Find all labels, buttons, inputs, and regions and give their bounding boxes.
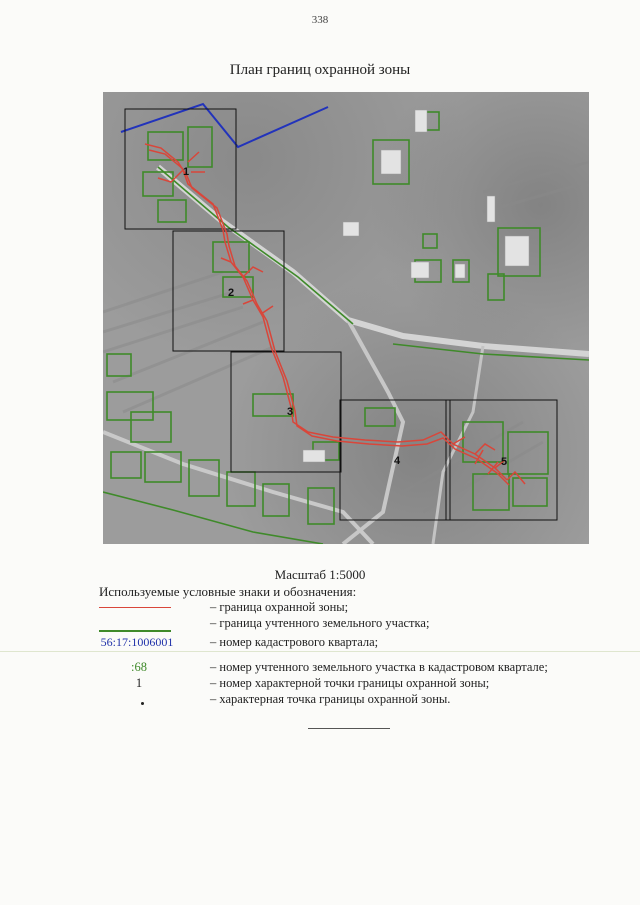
point-label-1: 1	[183, 166, 190, 178]
point-label-3: 3	[287, 406, 294, 418]
legend-description: – граница учтенного земельного участка;	[210, 616, 430, 630]
page-number: 338	[311, 14, 329, 26]
building	[487, 196, 495, 222]
aerial-map	[103, 92, 589, 544]
building	[455, 264, 465, 278]
legend-description: – граница охранной зоны;	[210, 600, 349, 614]
legend-row-protection-zone	[0, 600, 640, 616]
legend-description: – номер характерной точки границы охранной зоны;	[210, 676, 490, 690]
map-scale: Масштаб 1:5000	[274, 567, 366, 582]
legend-row-characteristic-point	[0, 692, 640, 708]
cadastral-number-sample: 56:17:1006001	[100, 635, 174, 649]
building	[303, 450, 325, 462]
map-title: План границ охранной зоны	[229, 62, 411, 78]
legend-symbol	[99, 692, 179, 708]
legend-symbol	[99, 660, 179, 676]
building	[505, 236, 529, 266]
building	[415, 110, 427, 132]
red-line-icon	[99, 607, 171, 608]
legend-symbol	[99, 676, 179, 692]
map-svg	[103, 92, 589, 544]
legend-title: Используемые условные знаки и обозначения:	[99, 584, 357, 599]
legend-description: – номер учтенного земельного участка в кадастровом квартале;	[210, 660, 548, 674]
green-line-icon	[99, 630, 171, 632]
legend-row-point-number	[0, 676, 640, 692]
legend-description: – номер кадастрового квартала;	[210, 635, 379, 649]
legend-description: – характерная точка границы охранной зоны.	[210, 692, 451, 706]
building	[411, 262, 429, 278]
dot-icon	[141, 702, 144, 705]
building	[343, 222, 359, 236]
legend-row-parcel-number	[0, 660, 640, 676]
legend-symbol	[99, 635, 179, 651]
legend-symbol	[99, 600, 179, 616]
legend-symbol	[99, 616, 179, 632]
point-label-4: 4	[394, 455, 401, 467]
point-label-2: 2	[228, 287, 235, 299]
parcel-number-sample: :68	[131, 660, 147, 674]
legend-row-land-parcel	[0, 616, 640, 632]
point-label-5: 5	[501, 456, 508, 468]
footer-rule	[308, 728, 390, 729]
legend-row-cadastral-quarter	[0, 635, 640, 651]
building	[381, 150, 401, 174]
point-number-sample: 1	[135, 676, 143, 690]
scan-separator-line	[0, 651, 640, 652]
